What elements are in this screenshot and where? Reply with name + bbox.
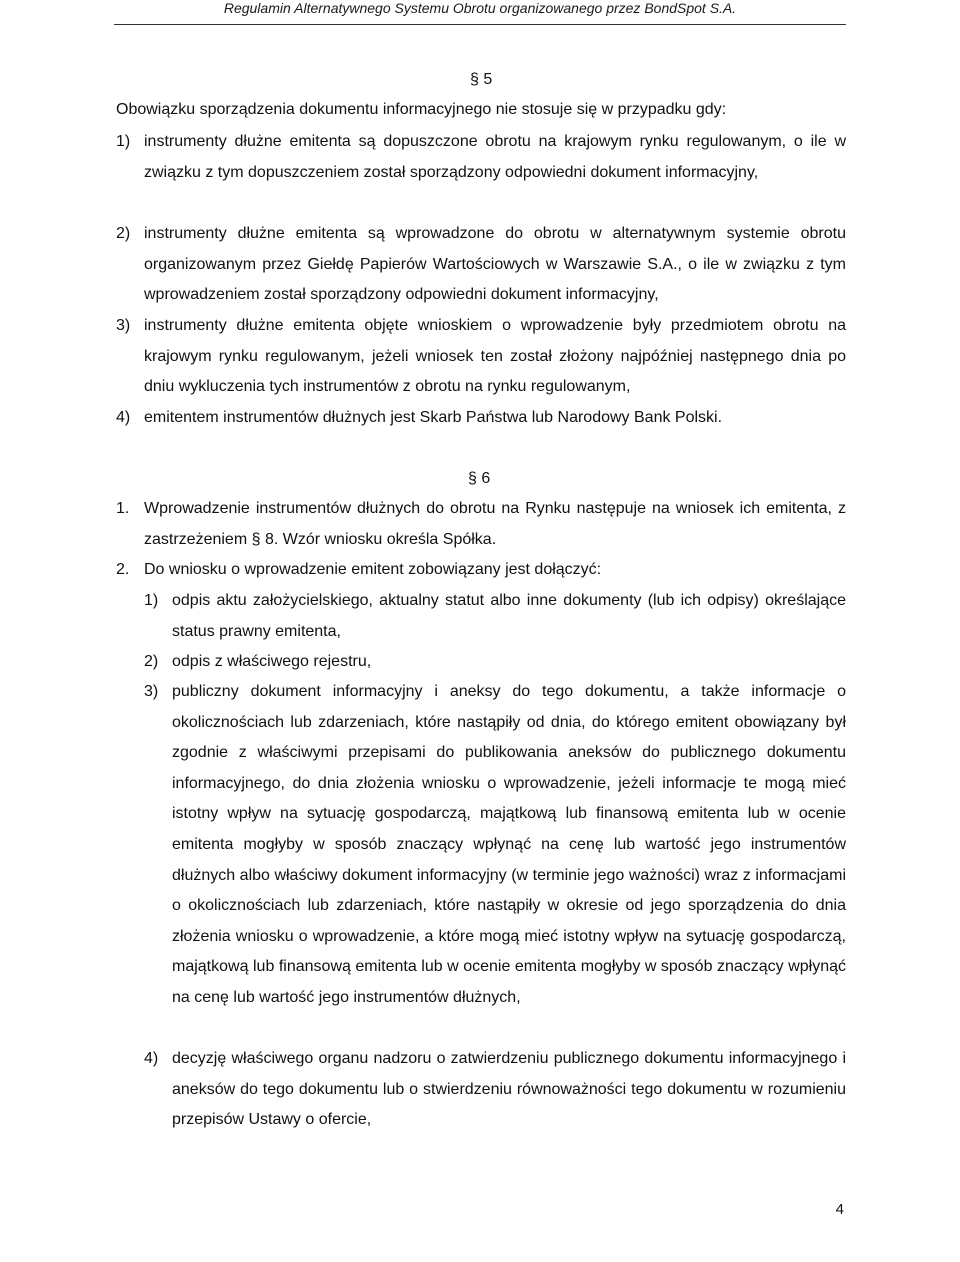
- point-number: 1.: [116, 500, 130, 517]
- section-6-heading: § 6: [468, 470, 491, 487]
- point-number: 2.: [116, 561, 130, 578]
- list-item-text: instrumenty dłużne emitenta są dopuszczone obrotu na krajowym rynku regulowanym, o ile w związku z tym dopuszczeniem został sporządzony odpowiedni dokument informacyjny,: [144, 133, 846, 181]
- page-number: 4: [835, 1201, 844, 1218]
- list-item-number: 2): [116, 225, 131, 242]
- running-header: Regulamin Alternatywnego Systemu Obrotu organizowanego przez BondSpot S.A.: [223, 0, 737, 16]
- subitem-number: 1): [144, 592, 159, 609]
- subitem-text: decyzję właściwego organu nadzoru o zatwierdzeniu publicznego dokumentu informacyjnego i aneksów do tego dokumentu lub o stwierdzeniu równoważności tego dokumentu w rozumieniu przepisów Ustawy o ofercie,: [172, 1050, 846, 1129]
- list-item-number: 1): [116, 133, 131, 150]
- list-item-number: 3): [116, 317, 131, 334]
- subitem-number: 3): [144, 683, 159, 700]
- subitem-text: odpis z właściwego rejestru,: [172, 653, 372, 670]
- section-5-intro: Obowiązku sporządzenia dokumentu informacyjnego nie stosuje się w przypadku gdy:: [116, 101, 727, 118]
- header-divider: [114, 24, 846, 25]
- list-item-text: instrumenty dłużne emitenta objęte wnioskiem o wprowadzenie były przedmiotem obrotu na krajowym rynku regulowanym, jeżeli wniosek ten został złożony najpóźniej następnego dnia po dniu wykluczenia tych instrumentów z obrotu na rynku regulowanym,: [144, 317, 846, 396]
- section-5-heading: § 5: [470, 71, 493, 88]
- point-text: Do wniosku o wprowadzenie emitent zobowiązany jest dołączyć:: [144, 561, 602, 578]
- subitem-number: 2): [144, 653, 159, 670]
- list-item-text: emitentem instrumentów dłużnych jest Skarb Państwa lub Narodowy Bank Polski.: [144, 409, 723, 426]
- list-item-text: instrumenty dłużne emitenta są wprowadzone do obrotu w alternatywnym systemie obrotu organizowanym przez Giełdę Papierów Wartościowych w Warszawie S.A., o ile w związku z tym wprowadzeniem został sporządzony odpowiedni dokument informacyjny,: [144, 225, 846, 304]
- subitem-text: odpis aktu założycielskiego, aktualny statut albo inne dokumenty (lub ich odpisy) określające status prawny emitenta,: [172, 592, 846, 640]
- subitem-number: 4): [144, 1050, 159, 1067]
- subitem-text: publiczny dokument informacyjny i aneksy do tego dokumentu, a także informacje o okolicznościach lub zdarzeniach, które nastąpiły od dnia, do którego emitent obowiązany był zgodnie z właściwymi przepisami do publikowania aneksów do publicznego dokumentu informacyjnego, do dnia złożenia wniosku o wprowadzenie, jeżeli informacje te mogą mieć istotny wpływ na sytuację gospodarczą, majątkową lub finansową emitenta lub w ocenie emitenta mogłyby w sposób znaczący wpłynąć na cenę lub wartość jego instrumentów dłużnych albo właściwy dokument informacyjny (w terminie jego ważności) wraz z informacjami o okolicznościach lub zdarzeniach, które nastąpiły w okresie od jego sporządzenia do dnia złożenia wniosku o wprowadzenie, a które mogą mieć istotny wpływ na sytuację gospodarczą, majątkową lub finansową emitenta lub w ocenie emitenta mogłyby w sposób znaczący wpłynąć na cenę lub wartość jego instrumentów dłużnych,: [172, 683, 846, 1006]
- point-text: Wprowadzenie instrumentów dłużnych do obrotu na Rynku następuje na wniosek ich emitenta, z zastrzeżeniem § 8. Wzór wniosku określa Spółka.: [144, 500, 846, 548]
- list-item-number: 4): [116, 409, 131, 426]
